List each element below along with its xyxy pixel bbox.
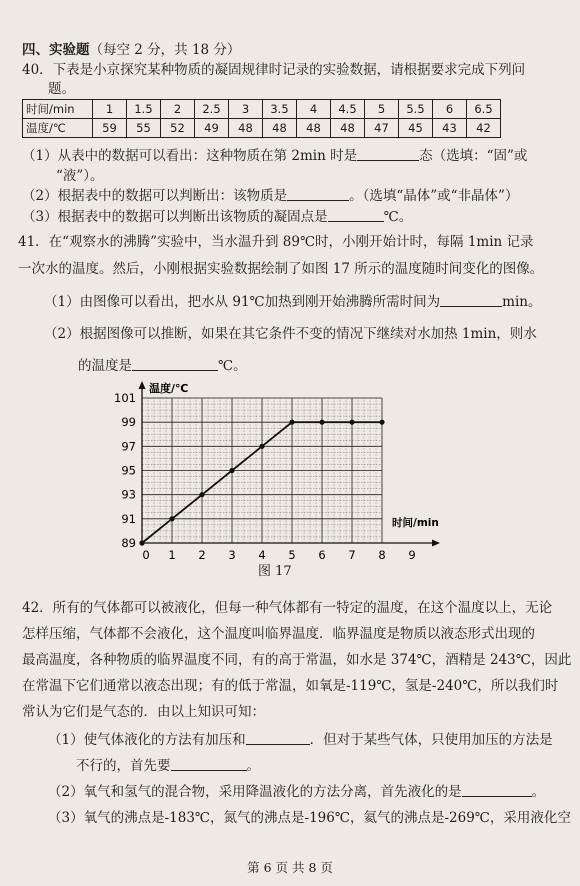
q40-sub3 [22,207,412,227]
table-cell: 4.5 [331,100,365,119]
table-cell: 2.5 [195,100,229,119]
page-footer: 第 6 页 共 8 页 [247,860,333,875]
chart-y-tick-label: 89 [121,536,136,550]
q41-sub1-text: min。 [502,294,542,310]
q42-paragraph-line2: 怎样压缩，气体都不会液化，这个温度叫临界温度．临界温度是物质以液态形式出现的 [22,626,535,642]
table-header-temp: 温度/℃ [23,119,93,138]
table-cell: 6 [433,100,467,119]
chart-data-point [229,468,234,473]
chart-x-axis-arrow [432,540,440,547]
chart-data-point [319,420,324,425]
chart-x-tick-label: 7 [348,548,356,562]
answer-blank[interactable] [440,292,502,307]
chart-data-point [139,540,144,545]
chart-x-tick-label: 6 [318,548,326,562]
section-heading [22,40,240,60]
chart-x-tick-label: 9 [408,548,416,562]
answer-blank[interactable] [287,186,349,201]
table-cell: 5 [365,100,399,119]
table-cell: 59 [93,119,127,138]
q42-sub1-text: 不行的，首先要 [76,758,171,774]
chart-data-point [289,420,294,425]
table-cell: 1.5 [127,100,161,119]
chart-x-tick-label: 5 [288,548,296,562]
chart-y-tick-label: 97 [121,439,136,454]
q40-sub3-text: （3）根据表中的数据可以判断出该物质的凝固点是 [22,209,328,225]
table-cell: 49 [195,119,229,138]
chart-x-axis-label: 时间/min [392,517,439,529]
table-cell: 3 [229,100,263,119]
table-cell: 42 [467,119,501,138]
temperature-time-chart [110,378,440,576]
q42-paragraph-line4: 在常温下它们通常以液态出现；有的低于常温，如氧是-119℃，氢是-240℃，所以我们时 [22,678,559,694]
chart-data-point [349,420,354,425]
chart-x-tick-label: 0 [142,548,150,562]
chart-y-tick-label: 95 [121,463,136,478]
figure-caption: 图 17 [258,564,292,579]
q42-sub1 [48,730,553,750]
chart-x-tick-label: 4 [258,548,266,562]
chart-x-tick-label: 3 [228,548,236,562]
q40-sub2-text: （2）根据表中的数据可以判断出：该物质是 [22,188,288,204]
chart-y-axis-arrow [139,381,146,389]
table-cell: 1 [93,100,127,119]
table-cell: 48 [331,119,365,138]
q40-sub3-text: ℃。 [383,209,413,225]
table-cell: 48 [297,119,331,138]
chart-y-tick-label: 91 [121,511,136,526]
table-row-temp [23,119,501,138]
q40-sub2-text: 。（选填“晶体”或“非晶体”） [349,188,519,204]
table-cell: 2 [161,100,195,119]
section-score-note: （每空 2 分，共 18 分） [89,42,241,58]
q42-sub2 [48,782,545,802]
chart-data-point [259,444,264,449]
q42-sub3: （3）氧气的沸点是-183℃，氮气的沸点是-196℃，氦气的沸点是-269℃，采用液化空 [48,810,571,826]
chart-y-tick-labels [114,391,136,550]
q40-sub1-text: （1）从表中的数据可以看出：这种物质在第 2min 时是 [22,148,358,164]
q42-sub2-text: （2）氧气和氢气的混合物，采用降温液化的方法分离，首先液化的是 [48,784,462,800]
table-cell: 48 [263,119,297,138]
q41-sub1 [44,292,542,312]
q42-sub2-text: 。 [531,784,546,800]
table-header-time: 时间/min [23,100,93,119]
table-cell: 45 [399,119,433,138]
q42-paragraph-line5: 常认为它们是气态的．由以上知识可知： [22,704,265,720]
chart-x-tick-label: 8 [378,548,386,562]
chart-y-axis-label: 温度/℃ [149,382,189,395]
chart-data-point [169,516,174,521]
table-cell: 3.5 [263,100,297,119]
q40-sub1 [22,146,527,166]
table-cell: 43 [433,119,467,138]
q41-stem-line2: 一次水的温度。然后，小刚根据实验数据绘制了如图 17 所示的温度随时间变化的图像。 [18,261,544,277]
q40-sub1-cont: “液”）。 [56,168,104,184]
table-cell: 4 [297,100,331,119]
q42-sub1-text: ．但对于某些气体，只使用加压的方法是 [309,732,553,748]
table-cell: 5.5 [399,100,433,119]
table-cell: 47 [365,119,399,138]
q41-sub1-text: （1）由图像可以看出，把水从 91℃加热到刚开始沸腾所需时间为 [44,294,441,310]
chart-y-tick-label: 101 [114,391,136,405]
table-cell: 6.5 [467,100,501,119]
q40-sub1-text: 态（选填：“固”或 [419,148,528,164]
chart-y-tick-label: 99 [121,415,136,430]
q41-sub2-text: ℃。 [218,358,247,374]
table-cell: 52 [161,119,195,138]
q41-sub2-text: 的温度是 [78,358,132,374]
chart-x-tick-labels [142,548,415,562]
q40-stem-line2: 题。 [48,81,75,97]
q42-paragraph-line1: 42．所有的气体都可以被液化，但每一种气体都有一特定的温度，在这个温度以上，无论 [22,600,553,616]
answer-blank[interactable] [132,356,218,371]
table-cell: 48 [229,119,263,138]
chart-x-tick-label: 2 [198,548,206,562]
chart-data-point [379,420,384,425]
answer-blank[interactable] [357,146,419,161]
table-cell: 55 [127,119,161,138]
chart-x-tick-label: 1 [168,548,176,562]
answer-blank[interactable] [171,756,247,771]
q41-sub2-cont [78,356,247,376]
q42-sub1-text: （1）使气体液化的方法有加压和 [48,732,246,748]
chart-y-tick-label: 93 [121,487,136,502]
q40-sub2 [22,186,518,206]
q41-sub2: （2）根据图像可以推断，如果在其它条件不变的情况下继续对水加热 1min，则水 [44,326,537,342]
section-title: 四、实验题 [22,42,90,58]
answer-blank[interactable] [328,207,384,222]
table-row-time [23,100,501,119]
q42-sub1-text: 。 [246,758,260,774]
answer-blank[interactable] [462,782,532,797]
q41-stem-line1: 41．在“观察水的沸腾”实验中，当水温升到 89℃时，小刚开始计时，每隔 1min 记录 [18,234,534,250]
q42-sub1-cont [76,756,260,776]
q40-data-table [22,99,501,138]
answer-blank[interactable] [246,730,310,745]
chart-data-point [199,492,204,497]
q42-paragraph-line3: 最高温度，各种物质的临界温度不同，有的高于常温，如水是 374℃，酒精是 243℃，因此 [22,652,572,668]
q40-stem-line1: 40．下表是小京探究某种物质的凝固规律时记录的实验数据，请根据要求完成下列问 [22,62,526,78]
